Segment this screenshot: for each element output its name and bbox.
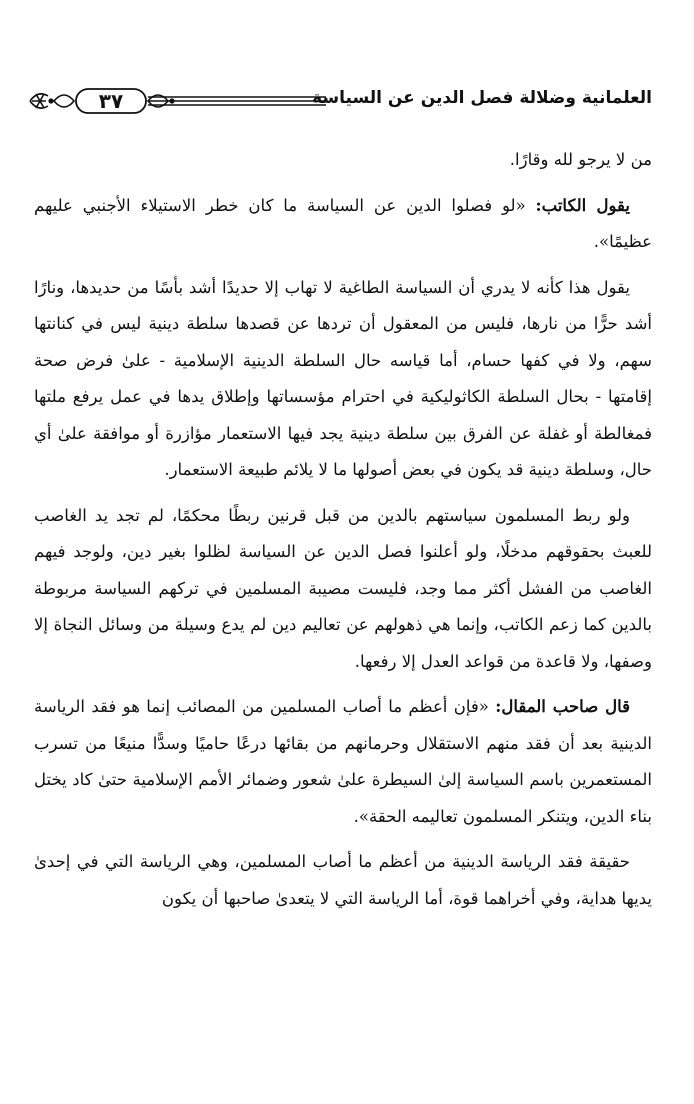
body-text: [34, 142, 652, 917]
paragraph-5: [34, 689, 652, 835]
paragraph-4-text: ولو ربط المسلمون سياستهم بالدين من قبل قرنين ربطًا محكمًا، لم تجد يد الغاصب للعبث بحقوقهم مدخلًا، ولو أعلنوا فصل الدين عن السياسة لظلوا بغير دين، ولوجد فيهم الغاصب من الفشل أكثر مما وجد، فليست مصيبة المسلمين في تركهم السياسة مربوطة بالدين كما زعم الكاتب، وإنما هي ذهولهم عن تعاليم دين لم يدع وسيلة من وسائل النجاة إلا وصفها، ولا قاعدة من قواعد العدل إلا رفعها.: [34, 505, 652, 671]
paragraph-6: [34, 844, 652, 917]
page-number: ٣٧: [98, 89, 124, 113]
page-header: [28, 82, 652, 128]
paragraph-1: [34, 142, 652, 179]
paragraph-3: [34, 270, 652, 489]
paragraph-2-lead: يقول الكاتب:: [535, 195, 630, 215]
paragraph-3-text: يقول هذا كأنه لا يدري أن السياسة الطاغية لا تهاب إلا حديدًا أشد بأسًا من حديدها، ونارًا أشد حرًّا من نارها، فليس من المعقول أن تردها عن قصدها سلطة دينية ليس في كنانتها سهم، ولا في كفها حسام، أما قياسه حال السلطة الدينية الإسلامية - علىٰ فرض صحة إقامتها - بحال السلطة الكاثوليكية في احترام مؤسساتها وإطلاق يدها في عمل يرفع ملتها فمغالطة أو غفلة عن الفرق بين سلطة دينية يجد فيها الاستعمار مؤازرة أو موافقة علىٰ أي حال، وسلطة دينية قد يكون في بعض أصولها ما لا يلائم طبيعة الاستعمار.: [34, 277, 652, 479]
page-number-ornament: [28, 86, 328, 118]
paragraph-5-text: «فإن أعظم ما أصاب المسلمين من المصائب إنما هو فقد الرياسة الدينية بعد أن فقد منهم الاستقلال وحرمانهم من بقائها درعًا حاميًا وسدًّا منيعًا من تسرب المستعمرين باسم السياسة إلىٰ السيطرة علىٰ شعور وضمائر الأمم الإسلامية حتىٰ كاد يختل بناء الدين، ويتنكر المسلمون تعاليمه الحقة».: [34, 697, 652, 826]
paragraph-6-text: حقيقة فقد الرياسة الدينية من أعظم ما أصاب المسلمين، وهي الرياسة التي في إحدىٰ يديها هداية، وفي أخراهما قوة، أما الرياسة التي لا يتعدىٰ صاحبها أن يكون: [34, 852, 652, 908]
paragraph-5-lead: قال صاحب المقال:: [495, 697, 630, 716]
paragraph-4: [34, 498, 652, 681]
paragraph-1-text: من لا يرجو لله وقارًا.: [509, 150, 652, 169]
paragraph-2-text: «لو فصلوا الدين عن السياسة ما كان خطر الاستيلاء الأجنبي عليهم عظيمًا».: [34, 195, 652, 251]
running-title: العلمانية وضلالة فصل الدين عن السياسة: [312, 88, 652, 108]
paragraph-2: [34, 188, 652, 261]
